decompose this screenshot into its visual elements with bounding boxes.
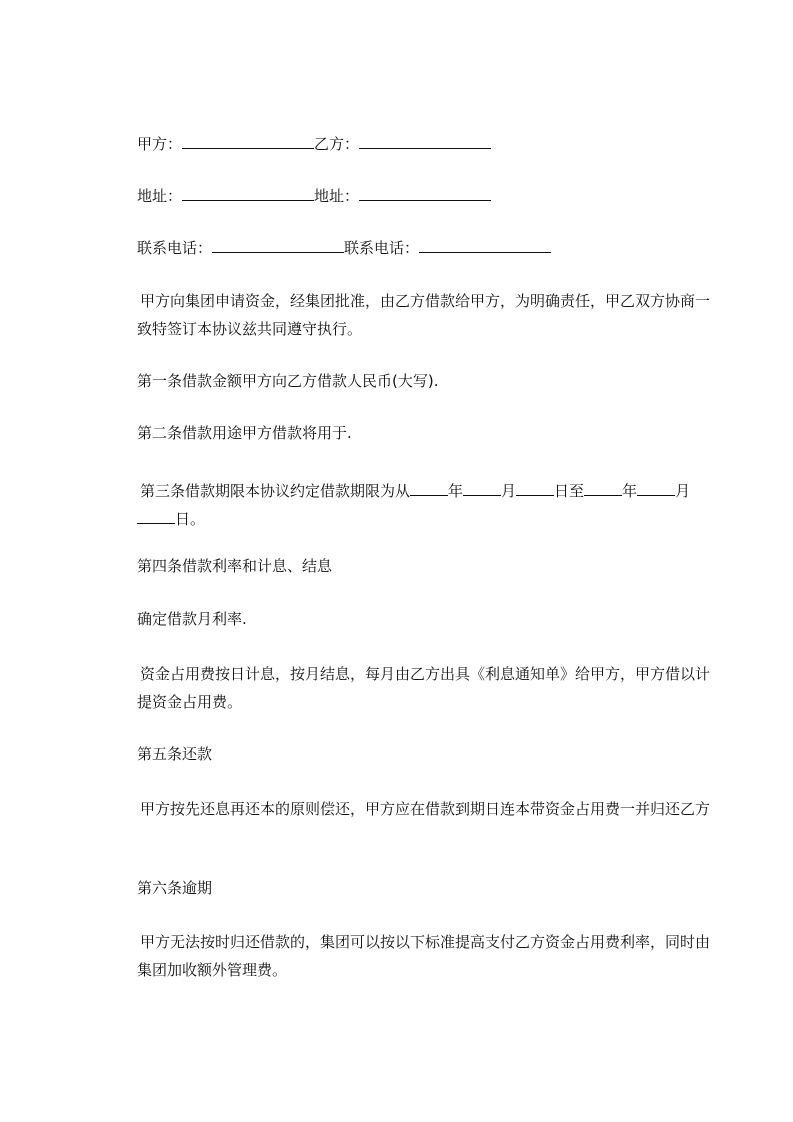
article-3-prefix: 第三条借款期限本协议约定借款期限为从 [140, 482, 411, 500]
party-b-blank [359, 134, 491, 149]
address-b-blank [359, 186, 491, 201]
article-3-year-2: 年 [622, 482, 638, 500]
month-blank-2 [637, 481, 675, 496]
address-a-blank [182, 186, 314, 201]
month-blank-1 [463, 481, 501, 496]
phone-a-blank [212, 238, 344, 253]
article-6-detail: 甲方无法按时归还借款的，集团可以按以下标准提高支付乙方资金占用费利率，同时由集团加收额外管理费。 [137, 933, 711, 979]
article-6-title: 第六条逾期 [137, 879, 213, 897]
day-blank-1 [516, 481, 554, 496]
article-5-title: 第五条还款 [137, 745, 213, 763]
article-4-detail: 资金占用费按日计息，按月结息，每月由乙方出具《利息通知单》给甲方，甲方借以计提资金占用费。 [137, 665, 711, 711]
day-blank-2 [137, 509, 175, 524]
article-3-month-1: 月 [501, 482, 517, 500]
article-4-rate: 确定借款月利率. [137, 610, 247, 628]
article-3-year-1: 年 [448, 482, 464, 500]
phone-b-label: 联系电话： [344, 239, 420, 257]
article-5-detail: 甲方按先还息再还本的原则偿还，甲方应在借款到期日连本带资金占用费一并归还乙方 [140, 800, 711, 818]
intro-paragraph: 甲方向集团申请资金，经集团批准，由乙方借款给甲方，为明确责任，甲乙双方协商一致特签订本协议兹共同遵守执行。 [137, 292, 711, 338]
address-a-label: 地址： [137, 187, 183, 205]
article-3-day-1: 日至 [554, 482, 585, 500]
year-blank-1 [410, 481, 448, 496]
party-a-label: 甲方： [137, 135, 183, 153]
article-3-month-2: 月 [675, 482, 691, 500]
party-row [137, 134, 491, 152]
article-1: 第一条借款金额甲方向乙方借款人民币(大写). [137, 372, 439, 390]
article-4-title: 第四条借款利率和计息、结息 [137, 557, 333, 575]
article-3-day-2: 日。 [175, 510, 206, 528]
article-2: 第二条借款用途甲方借款将用于. [137, 424, 352, 442]
address-row [137, 186, 491, 204]
phone-b-blank [419, 238, 551, 253]
address-b-label: 地址： [314, 187, 360, 205]
party-b-label: 乙方： [314, 135, 360, 153]
phone-a-label: 联系电话： [137, 239, 213, 257]
year-blank-2 [584, 481, 622, 496]
party-a-blank [182, 134, 314, 149]
phone-row [137, 238, 551, 256]
article-3 [137, 477, 712, 533]
